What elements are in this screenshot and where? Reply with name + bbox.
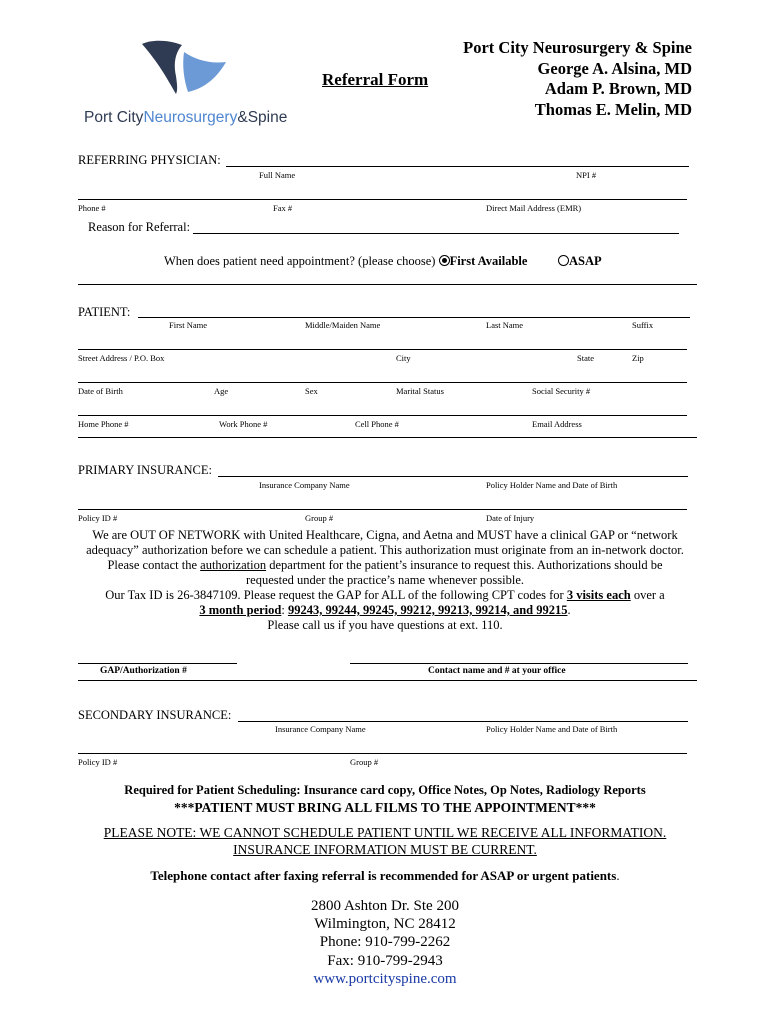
work-phone-caption: Work Phone # [219, 419, 268, 429]
please-note [40, 824, 730, 858]
phone-caption: Phone # [78, 203, 106, 213]
required-docs-line: Required for Patient Scheduling: Insurance card copy, Office Notes, Op Notes, Radiology Reports [124, 783, 646, 797]
logo [84, 38, 294, 130]
please-note-line: INSURANCE INFORMATION MUST BE CURRENT. [233, 842, 537, 857]
notice-line: We are OUT OF NETWORK with United Healthcare, Cigna, and Aetna and MUST have a clinical GAP or “network [92, 528, 678, 542]
notice-line: Please call us if you have questions at ext. 110. [267, 618, 503, 632]
network-notice [60, 528, 710, 633]
practice-name: Port City Neurosurgery & Spine [463, 38, 692, 57]
notice-line: adequacy” authorization before we can schedule a patient. This authorization must originate from an in-network doctor. [86, 543, 684, 557]
appointment-question: When does patient need appointment? (please choose) First Available [164, 254, 528, 268]
asap-label: ASAP [569, 254, 602, 268]
patient-address-field[interactable] [78, 349, 687, 350]
required-docs [40, 782, 730, 816]
office-contact-field[interactable] [350, 663, 688, 664]
patient-name-field[interactable] [138, 317, 690, 318]
full-name-caption: Full Name [259, 170, 296, 180]
secondary-insurance-field[interactable] [238, 721, 688, 722]
insurance-company-caption: Insurance Company Name [259, 480, 350, 490]
referring-name-field[interactable] [226, 166, 689, 167]
divider [78, 284, 697, 285]
city-caption: City [396, 353, 411, 363]
telephone-note: Telephone contact after faxing referral is recommended for ASAP or urgent patients. [150, 868, 620, 883]
age-caption: Age [214, 386, 229, 396]
middle-name-caption: Middle/Maiden Name [305, 320, 381, 330]
dob-caption: Date of Birth [78, 386, 123, 396]
asap-radio[interactable] [558, 255, 569, 266]
policy-id-caption: Policy ID # [78, 513, 118, 523]
date-of-injury-caption: Date of Injury [486, 513, 535, 523]
films-notice: ***PATIENT MUST BRING ALL FILMS TO THE APPOINTMENT*** [174, 800, 596, 815]
footer-address [185, 897, 585, 988]
form-title: Referral Form [322, 70, 429, 89]
policy-holder-caption: Policy Holder Name and Date of Birth [486, 480, 618, 490]
ssn-caption: Social Security # [532, 386, 591, 396]
primary-policy-field[interactable] [78, 509, 687, 510]
referring-physician-label: REFERRING PHYSICIAN: [78, 153, 221, 167]
asap-option[interactable] [558, 254, 602, 269]
fax-number: Fax: 910-799-2943 [327, 952, 443, 969]
primary-insurance-label: PRIMARY INSURANCE: [78, 463, 212, 477]
please-note-line: PLEASE NOTE: WE CANNOT SCHEDULE PATIENT UNTIL WE RECEIVE ALL INFORMATION. [103, 825, 667, 840]
cell-phone-caption: Cell Phone # [355, 419, 399, 429]
primary-insurance-field[interactable] [218, 476, 688, 477]
doctor-name: George A. Alsina, MD [537, 58, 692, 78]
logo-wordmark: Port CityNeurosurgery&Spine [84, 109, 288, 126]
home-phone-caption: Home Phone # [78, 419, 129, 429]
practice-header [372, 38, 692, 120]
patient-contact-field[interactable] [78, 415, 687, 416]
direct-mail-caption: Direct Mail Address (EMR) [486, 203, 582, 213]
npi-caption: NPI # [576, 170, 597, 180]
gap-authorization-label: GAP/Authorization # [100, 666, 187, 676]
reason-label: Reason for Referral: [88, 220, 191, 234]
policy-holder-caption: Policy Holder Name and Date of Birth [486, 724, 618, 734]
email-caption: Email Address [532, 419, 582, 429]
patient-label: PATIENT: [78, 305, 131, 319]
first-available-label: First Available [449, 254, 528, 268]
office-contact-label: Contact name and # at your office [428, 666, 566, 676]
zip-caption: Zip [632, 353, 644, 363]
sex-caption: Sex [305, 386, 318, 396]
referring-contact-field[interactable] [78, 199, 687, 200]
secondary-policy-field[interactable] [78, 753, 687, 754]
divider [78, 437, 697, 438]
website-link[interactable]: www.portcityspine.com [313, 970, 457, 987]
divider [78, 680, 697, 681]
notice-line: Please contact the authorization department for the patient’s insurance to request this. Authorizations should be [107, 558, 663, 572]
insurance-company-caption: Insurance Company Name [275, 724, 366, 734]
street-caption: Street Address / P.O. Box [78, 353, 165, 363]
doctor-name: Thomas E. Melin, MD [534, 99, 692, 119]
patient-details-field[interactable] [78, 382, 687, 383]
fax-caption: Fax # [273, 203, 293, 213]
first-name-caption: First Name [169, 320, 208, 330]
logo-mark [140, 38, 230, 98]
gap-authorization-field[interactable] [78, 663, 237, 664]
secondary-insurance-label: SECONDARY INSURANCE: [78, 708, 232, 722]
group-caption: Group # [350, 757, 379, 767]
state-caption: State [577, 353, 594, 363]
last-name-caption: Last Name [486, 320, 524, 330]
address-line: 2800 Ashton Dr. Ste 200 [311, 898, 459, 914]
notice-line: requested under the practice’s name whenever possible. [245, 573, 524, 587]
notice-line: Our Tax ID is 26-3847109. Please request the GAP for ALL of the following CPT codes for 3 visits each over a [105, 588, 665, 602]
group-caption: Group # [305, 513, 334, 523]
policy-id-caption: Policy ID # [78, 757, 118, 767]
suffix-caption: Suffix [632, 320, 654, 330]
address-line: Wilmington, NC 28412 [314, 916, 456, 933]
notice-line: 3 month period: 99243, 99244, 99245, 99212, 99213, 99214, and 99215. [199, 603, 571, 617]
first-available-radio[interactable] [439, 255, 450, 266]
marital-caption: Marital Status [396, 386, 444, 396]
doctor-name: Adam P. Brown, MD [544, 79, 692, 98]
reason-field[interactable] [193, 233, 679, 234]
phone-number: Phone: 910-799-2262 [319, 934, 451, 951]
